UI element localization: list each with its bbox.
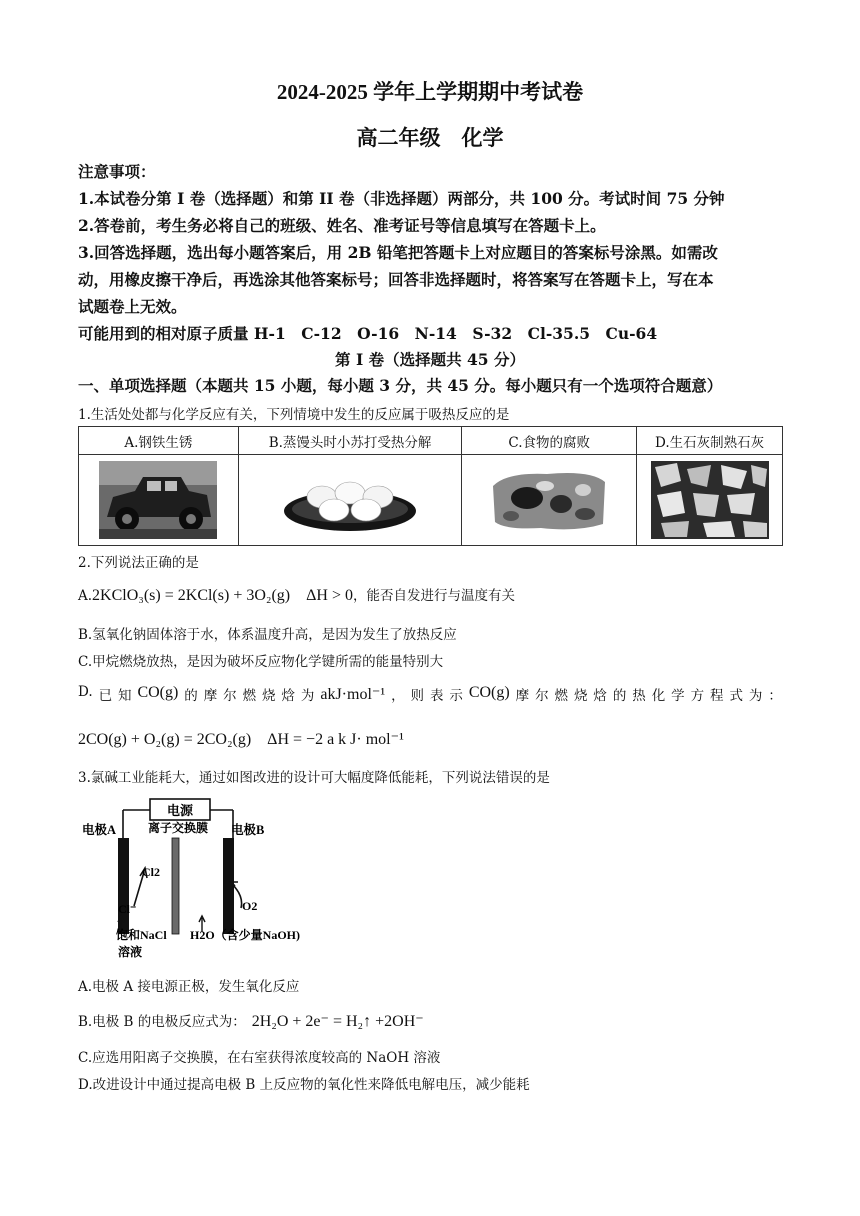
q3-option-c: C.应选用阳离子交换膜，在右室获得浓度较高的 NaOH 溶液 xyxy=(78,1050,441,1066)
o2-label: O2 xyxy=(242,899,258,913)
steamed-buns-image xyxy=(280,465,420,535)
electrode-b xyxy=(223,838,234,934)
q3-option-b-equation: 2H₂O + 2e⁻ = H₂↑ +2OH⁻ xyxy=(251,1013,424,1030)
exam-subtitle: 高二年级 化学 xyxy=(356,126,504,150)
exam-title: 2024-2025 学年上学期期中考试卷 xyxy=(276,80,584,104)
q3-option-d: D.改进设计中通过提高电极 B 上反应物的氧化性来降低电解电压，减少能耗 xyxy=(78,1077,530,1093)
electrolysis-diagram xyxy=(78,796,338,964)
electrode-a-label: 电极A xyxy=(82,823,117,837)
right-input-label: H2O（含少量NaOH) xyxy=(190,928,300,942)
q1-option-c: C.食物的腐败 xyxy=(462,427,637,455)
q2-option-d: D. 已 知 CO(g) 的 摩 尔 燃 烧 焓 为 akJ·mol⁻¹ ， 则 表 示 CO(g) 摩 尔 燃 烧 焓 的 热 化 学 方 程 式 为 ： xyxy=(78,684,782,704)
q1-options-table xyxy=(78,426,783,546)
q1-option-b: B.蒸馒头时小苏打受热分解 xyxy=(238,427,462,455)
atomic-masses: 可能用到的相对原子质量 H-1 C-12 O-16 N-14 S-32 Cl-35.5 Cu-64 xyxy=(78,324,658,343)
note-item-2: 2.答卷前，考生务必将自己的班级、姓名、准考证号等信息填写在答题卡上。 xyxy=(78,216,606,235)
q2-stem: 2.下列说法正确的是 xyxy=(78,555,199,571)
electrode-b-label: 电极B xyxy=(231,823,265,837)
notes-heading: 注意事项： xyxy=(78,162,156,181)
membrane-label: 离子交换膜 xyxy=(148,821,209,835)
note-item-1: 1.本试卷分第 I 卷（选择题）和第 II 卷（非选择题）两部分，共 100 分。考试时间 75 分钟 xyxy=(78,189,725,208)
q2-option-a-tail: ，能否自发进行与温度有关 xyxy=(353,588,515,604)
moldy-bread-image xyxy=(487,464,611,536)
note-item-3-line2: 动，用橡皮擦干净后，再选涂其他答案标号；回答非选择题时，将答案写在答题卡上，写在本 xyxy=(78,270,714,289)
q1-stem: 1.生活处处都与化学反应有关，下列情境中发生的反应属于吸热反应的是 xyxy=(78,407,510,423)
cl2-label: Cl2 xyxy=(142,865,160,879)
q1-option-a: A.钢铁生锈 xyxy=(79,427,239,455)
left-input-label-2: 溶液 xyxy=(118,945,143,959)
note-item-3-line1: 3.回答选择题，选出每小题答案后，用 2B 铅笔把答题卡上对应题目的答案标号涂黑。如需改 xyxy=(78,243,718,262)
quicklime-image xyxy=(651,461,769,539)
rusty-car-image xyxy=(99,461,217,539)
q3-option-b xyxy=(78,1010,424,1031)
q2-option-c: C.甲烷燃烧放热，是因为破坏反应物化学键所需的能量特别大 xyxy=(78,654,444,670)
q2-option-a-label: A. xyxy=(78,588,93,604)
section-heading: 一、单项选择题（本题共 15 小题，每小题 3 分，共 45 分。每小题只有一个选项符合题意） xyxy=(78,376,723,395)
q3-option-a: A.电极 A 接电源正极，发生氧化反应 xyxy=(78,979,300,995)
q2-option-b: B.氢氧化钠固体溶于水，体系温度升高，是因为发生了放热反应 xyxy=(78,627,457,643)
section-title: 第 I 卷（选择题共 45 分） xyxy=(335,350,525,369)
ion-exchange-membrane xyxy=(172,838,179,934)
q1-option-d: D.生石灰制熟石灰 xyxy=(637,427,783,455)
q2-option-d-equation: 2CO(g) + O₂(g) = 2CO₂(g) ΔH = −2 a k J· mol⁻¹ xyxy=(78,731,404,748)
note-item-3-line3: 试题卷上无效。 xyxy=(78,297,187,316)
power-label: 电源 xyxy=(166,803,194,818)
q3-option-b-label: B.电极 B 的电极反应式为： xyxy=(78,1014,246,1030)
left-input-label: 饱和NaCl xyxy=(116,928,167,942)
q3-stem: 3.氯碱工业能耗大，通过如图改进的设计可大幅度降低能耗，下列说法错误的是 xyxy=(78,770,550,786)
chloride-ion-label: Cl⁻ xyxy=(118,902,137,916)
q2-option-a xyxy=(78,584,515,605)
q2-option-a-equation: 2KClO₃(s) = 2KCl(s) + 3O₂(g) ΔH > 0 xyxy=(92,587,353,604)
